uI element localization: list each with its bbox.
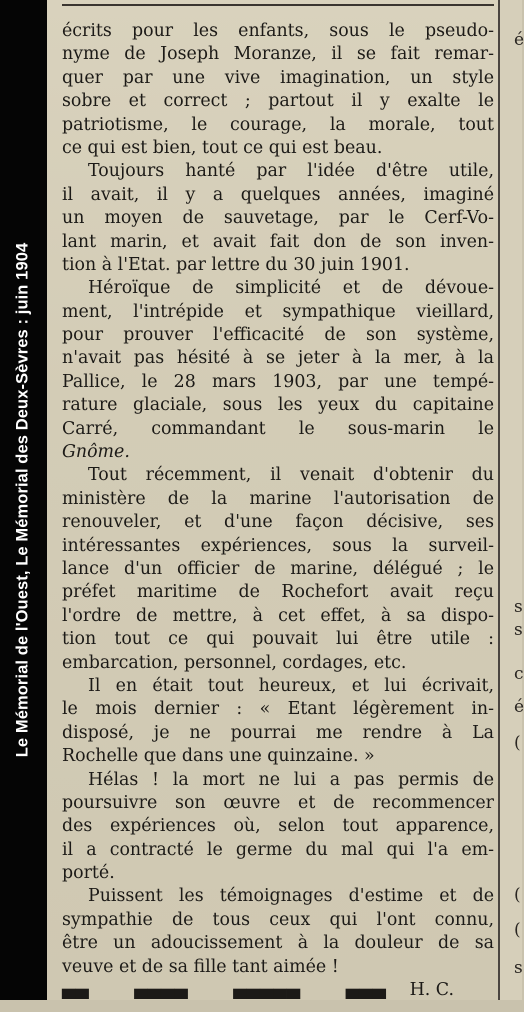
text-line: Rochelle que dans une quinzaine. » — [62, 746, 375, 767]
edge-glyph: c — [514, 664, 524, 684]
text-line: Carré, commandant le sous-marin le — [62, 418, 494, 439]
text-line: Gnôme. — [62, 442, 130, 463]
text-line: des expériences où, selon tout apparence, — [62, 816, 494, 837]
text-line: embarcation, personnel, cordages, etc. — [62, 652, 407, 673]
text-line: rature glaciale, sous les yeux du capitaine — [62, 395, 494, 416]
column-divider — [498, 0, 500, 1000]
edge-glyph: ( — [514, 920, 521, 940]
edge-glyph: s — [514, 620, 523, 640]
text-line: Il en était tout heureux, et lui écrivait, — [88, 675, 494, 696]
text-line: lance d'un officier de marine, délégué ; le — [62, 558, 494, 579]
caption-sidebar — [0, 0, 47, 1000]
text-line: pour prouver l'efficacité de son système, — [62, 325, 494, 346]
text-line: intéressantes expériences, sous la surveil- — [62, 535, 494, 556]
text-line: Tout récemment, il venait d'obtenir du — [88, 465, 494, 486]
text-line: un moyen de sauvetage, par le Cerf-Vo- — [62, 208, 494, 229]
signature: H. C. — [409, 980, 454, 1001]
text-line: il avait, il y a quelques années, imaginé — [62, 184, 494, 205]
text-line: tion tout ce qui pouvait lui être utile : — [62, 629, 494, 650]
text-line: sympathie de tous ceux qui l'ont connu, — [62, 909, 494, 930]
edge-glyph: é — [514, 30, 524, 50]
text-line: Héroïque de simplicité et de dévoue- — [88, 278, 494, 299]
text-line: il a contracté le germe du mal qui l'a em- — [62, 839, 494, 860]
source-caption: Le Mémorial de l'Ouest, Le Mémorial des Deux-Sèvres : juin 1904 — [13, 242, 32, 758]
text-line: veuve et de sa fille tant aimée ! — [62, 956, 339, 977]
adjacent-column-strip — [500, 0, 522, 1000]
text-line: disposé, je ne pourrai me rendre à La — [62, 722, 494, 743]
text-line: Toujours hanté par l'idée d'être utile, — [88, 161, 494, 182]
text-line: l'ordre de mettre, à cet effet, à sa dispo- — [62, 605, 494, 626]
text-line: n'avait pas hésité à se jeter à la mer, à la — [62, 348, 494, 369]
text-line: tion à l'Etat. par lettre du 30 juin 1901. — [62, 254, 410, 275]
edge-glyph: ( — [514, 733, 521, 753]
edge-glyph: s — [514, 958, 523, 978]
edge-glyph: é — [514, 697, 524, 717]
text-line: ministère de la marine l'autorisation de — [62, 488, 494, 509]
text-line: nyme de Joseph Moranze, il se fait remar- — [62, 44, 494, 65]
edge-glyph: ( — [514, 885, 521, 905]
top-rule — [62, 4, 494, 6]
text-line: lant marin, et avait fait don de son inven- — [62, 231, 494, 252]
text-line: Hélas ! la mort ne lui a pas permis de — [88, 769, 494, 790]
article-text — [62, 20, 494, 1010]
text-line: être un adoucissement à la douleur de sa — [62, 933, 494, 954]
text-line: sobre et correct ; partout il y exalte le — [62, 91, 494, 112]
text-line: écrits pour les enfants, sous le pseudo- — [62, 21, 494, 41]
text-line: Pallice, le 28 mars 1903, par une tempé- — [62, 371, 494, 392]
edge-glyph: s — [514, 597, 523, 617]
text-line: porté. — [62, 863, 115, 884]
text-line: le mois dernier : « Etant légèrement in- — [62, 699, 494, 720]
text-line: ment, l'intrépide et sympathique vieillard, — [62, 301, 494, 322]
text-line: préfet maritime de Rochefort avait reçu — [62, 582, 494, 603]
text-line: renouveler, et d'une façon décisive, ses — [62, 512, 494, 533]
text-line: patriotisme, le courage, la morale, tout — [62, 114, 494, 135]
text-line: poursuivre son œuvre et de recommencer — [62, 792, 494, 813]
text-line: ce qui est bien, tout ce qui est beau. — [62, 137, 383, 158]
text-line: Puissent les témoignages d'estime et de — [88, 886, 494, 907]
text-line: quer par une vive imagination, un style — [62, 67, 494, 88]
cut-off-next-line: ▀▀ ▀▀▀▀ ▀▀▀▀▀ ▀▀▀ — [62, 990, 386, 1010]
